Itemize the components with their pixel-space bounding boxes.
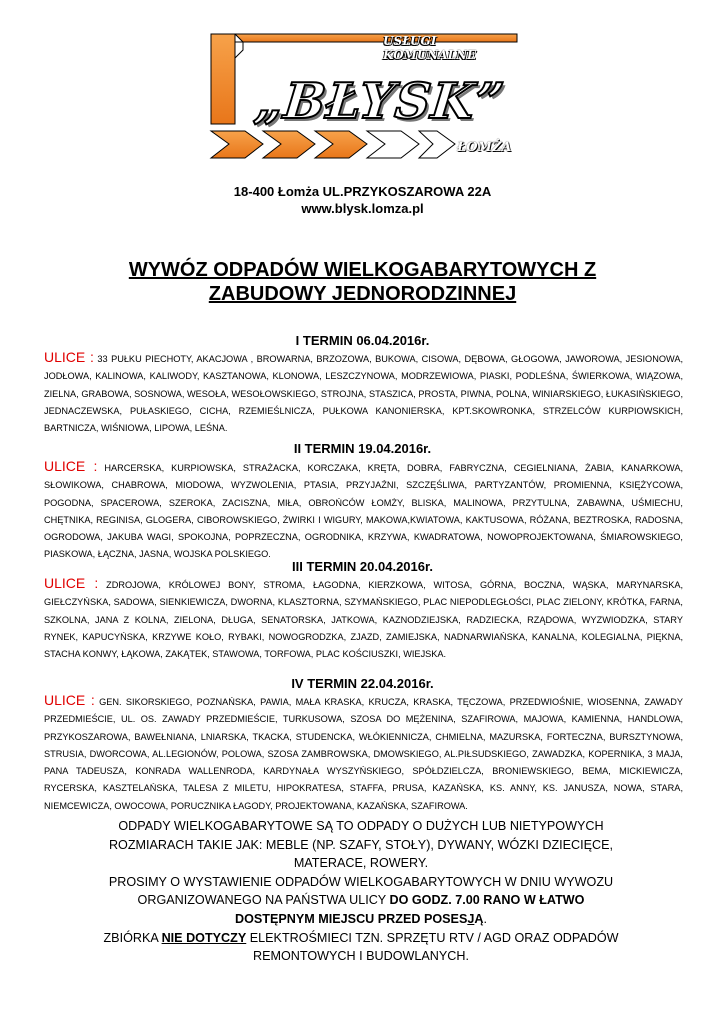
info-exclusion-end: ELEKTROŚMIECI TZN. SPRZĘTU RTV / AGD ORAZ ODPADÓW REMONTOWYCH I BUDOWLANYCH.	[246, 930, 619, 964]
term-4-streets	[44, 692, 683, 815]
term-3-heading: III TERMIN 20.04.2016r.	[292, 559, 433, 574]
info-deadline-part-3: Ą	[474, 911, 484, 926]
info-deadline-part-1: DO GODZ. 7.00 RANO W ŁATWO DOSTĘPNYM MIEJSCU PRZED POSES	[235, 893, 585, 926]
title-line-1: WYWÓZ ODPADÓW WIELKOGABARYTOWYCH Z	[128, 259, 597, 281]
term-1-streets	[44, 349, 683, 437]
company-logo	[205, 28, 525, 178]
term-3-streets	[44, 575, 683, 663]
info-deadline-part-2: J	[467, 911, 475, 926]
term-4-label: ULICE :	[44, 692, 95, 708]
info-instruction-text: PROSIMY O WYSTAWIENIE ODPADÓW WIELKOGABARYTOWYCH W DNIU WYWOZU ORGANIZOWANEGO NA PAŃSTWA ULICY	[108, 874, 614, 908]
title-line-2: ZABUDOWY JEDNORODZINNEJ	[208, 283, 517, 305]
term-4-heading: IV TERMIN 22.04.2016r.	[291, 676, 434, 691]
page-title	[0, 258, 725, 306]
term-2-streets	[44, 458, 683, 564]
term-2-street-list: HARCERSKA, KURPIOWSKA, STRAŻACKA, KORCZAKA, KRĘTA, DOBRA, FABRYCZNA, CEGIELNIANA, ŻABIA, KANARKOWA, SŁOWIKOWA, CHABROWA, MIODOWA, WYZWOLENIA, PTASIA, PRZYJAŹNI, SZCZĘŚLIWA, PARTYZANTÓW, PROMIENNA, KSIĘŻYCOWA, POGODNA, SPACEROWA, SZEROKA, ZACISZNA, MIŁA, OBROŃCÓW ŁOMŻY, BLISKA, MALINOWA, PRZYTULNA, ZABAWNA, UŚMIECHU, CHĘTNIKA, REGINISA, GLOGERA, CIBOROWSKIEGO, ŻWIRKI I WIGURY, MAKOWA,KWIATOWA, KAKTUSOWA, RÓŻANA, BEZTROSKA, RADOSNA, OGRODOWA, JAKUBA WAGI, SPOKOJNA, POPRZECZNA, OGRODNIKA, KRZYWA, KWADRATOWA, NOWOPROJEKTOWANA, ŚMIAROWSKIEGO, PIASKOWA, ŁĄCZNA, JASNA, WOJSKA POLSKIEGO.	[44, 463, 683, 560]
logo-brand-name: „BŁYSK”	[251, 72, 508, 130]
term-2-heading: II TERMIN 19.04.2016r.	[293, 441, 432, 456]
term-1-street-list: 33 PUŁKU PIECHOTY, AKACJOWA , BROWARNA, BRZOZOWA, BUKOWA, CISOWA, DĘBOWA, GŁOGOWA, JAWOROWA, JESIONOWA, JODŁOWA, KALINOWA, KALIWODY, KASZTANOWA, KLONOWA, LESZCZYNOWA, MODRZEWIOWA, PIASKI, PODLEŚNA, ŚWIERKOWA, WIĄZOWA, ZIELNA, GRABOWA, SOSNOWA, WESOŁA, WESOŁOWSKIEGO, STROJNA, STASZICA, PROSTA, PIWNA, POLNA, WINIARSKIEGO, ŁUKASIŃSKIEGO, JEDNACZEWSKA, PUŁASKIEGO, CICHA, RZEMIEŚLNICZA, PUŁKOWA KANONIERSKA, KPT.SKOWRONKA, STRZELCÓW KURPIOWSKICH, BARTNICZA, WIŚNIOWA, LIPOWA, LEŚNA.	[44, 354, 683, 434]
info-exclusion-emphasis: NIE DOTYCZY	[161, 930, 247, 945]
info-definition: ODPADY WIELKOGABARYTOWE SĄ TO ODPADY O DUŻYCH LUB NIETYPOWYCH ROZMIARACH TAKIE JAK: MEBLE (NP. SZAFY, STOŁY), DYWANY, WÓZKI DZIECIĘCE, MATERACE, ROWERY.	[108, 819, 614, 871]
term-4-street-list: GEN. SIKORSKIEGO, POZNAŃSKA, PAWIA, MAŁA KRASKA, KRUCZA, KRASKA, TĘCZOWA, PRZEDWIOŚNIE, WIOSENNA, ZAWADY PRZEDMIEŚCIE, UL. OS. ZAWADY PRZEDMIEŚCIE, TURKUSOWA, SZOSA DO MĘŻENINA, SZAFIROWA, MAJOWA, KAMIENNA, HANDLOWA, PRZYKOSZAROWA, BAWEŁNIANA, LNIARSKA, TKACKA, STUDENCKA, WŁÓKIENNICZA, CHMIELNA, MAZURSKA, FORTECZNA, BURSZTYNOWA, STRUSIA, DWORCOWA, AL.LEGIONÓW, POLOWA, SZOSA ZAMBROWSKA, DMOWSKIEGO, AL.PIŁSUDSKIEGO, ZAWADZKA, KOPERNIKA, 3 MAJA, PANA TADEUSZA, KONRADA WALLENRODA, KARDYNAŁA WYSZYŃSKIEGO, SPÓŁDZIELCZA, BRONIEWSKIEGO, BEMA, MICKIEWICZA, RYCERSKA, KASZTELAŃSKA, TALESA Z MILETU, HIPOKRATESA, STAFFA, PRUSA, KAZAŃSKA, KS. ANNY, KS. JANUSZA, NOWA, STARA, NIEMCEWICZA, OWOCOWA, PORUCZNIKA ŁAGODY, PROJEKTOWANA, KAZAŃSKA, SZAFIROWA.	[44, 697, 683, 811]
info-exclusion	[100, 929, 622, 966]
term-2-label: ULICE :	[44, 458, 98, 474]
term-1-heading: I TERMIN 06.04.2016r.	[295, 333, 430, 348]
term-1-label: ULICE :	[44, 349, 94, 365]
logo-city: ŁOMŻA	[457, 140, 512, 155]
info-exclusion-start: ZBIÓRKA	[103, 930, 162, 945]
company-address: 18-400 Łomża UL.PRZYKOSZAROWA 22A	[233, 184, 492, 199]
info-section	[100, 817, 622, 966]
logo-tagline: USŁUGI KOMUNALNE	[383, 34, 477, 62]
term-3-label: ULICE :	[44, 575, 99, 591]
info-instruction	[100, 873, 622, 929]
term-3-street-list: ZDROJOWA, KRÓLOWEJ BONY, STROMA, ŁAGODNA, KIERZKOWA, WITOSA, GÓRNA, BOCZNA, WĄSKA, MARYNARSKA, GIEŁCZYŃSKA, SADOWA, SIENKIEWICZA, DWORNA, KLASZTORNA, SZYMAŃSKIEGO, PLAC NIEPODLEGŁOŚCI, PLAC ZIELONY, KRÓTKA, FARNA, SZKOLNA, JANA Z KOLNA, ZIELONA, DŁUGA, SENATORSKA, JATKOWA, KAZNODZIEJSKA, RADZIECKA, RZĄDOWA, WYZWIODZKA, STARY RYNEK, KAPUCYŃSKA, KRZYWE KOŁO, RYBAKI, NOWOGRODZKA, ZJAZD, ZAMIEJSKA, NADNARWIAŃSKA, KANALNA, KOLEGIALNA, PIĘKNA, STACHA KONWY, ŁĄKOWA, ZAKĄTEK, STAWOWA, TORFOWA, PLAC KOŚCIUSZKI, WIEJSKA.	[44, 580, 683, 660]
info-instruction-end: .	[483, 911, 487, 926]
company-website[interactable]: www.blysk.lomza.pl	[301, 201, 424, 216]
